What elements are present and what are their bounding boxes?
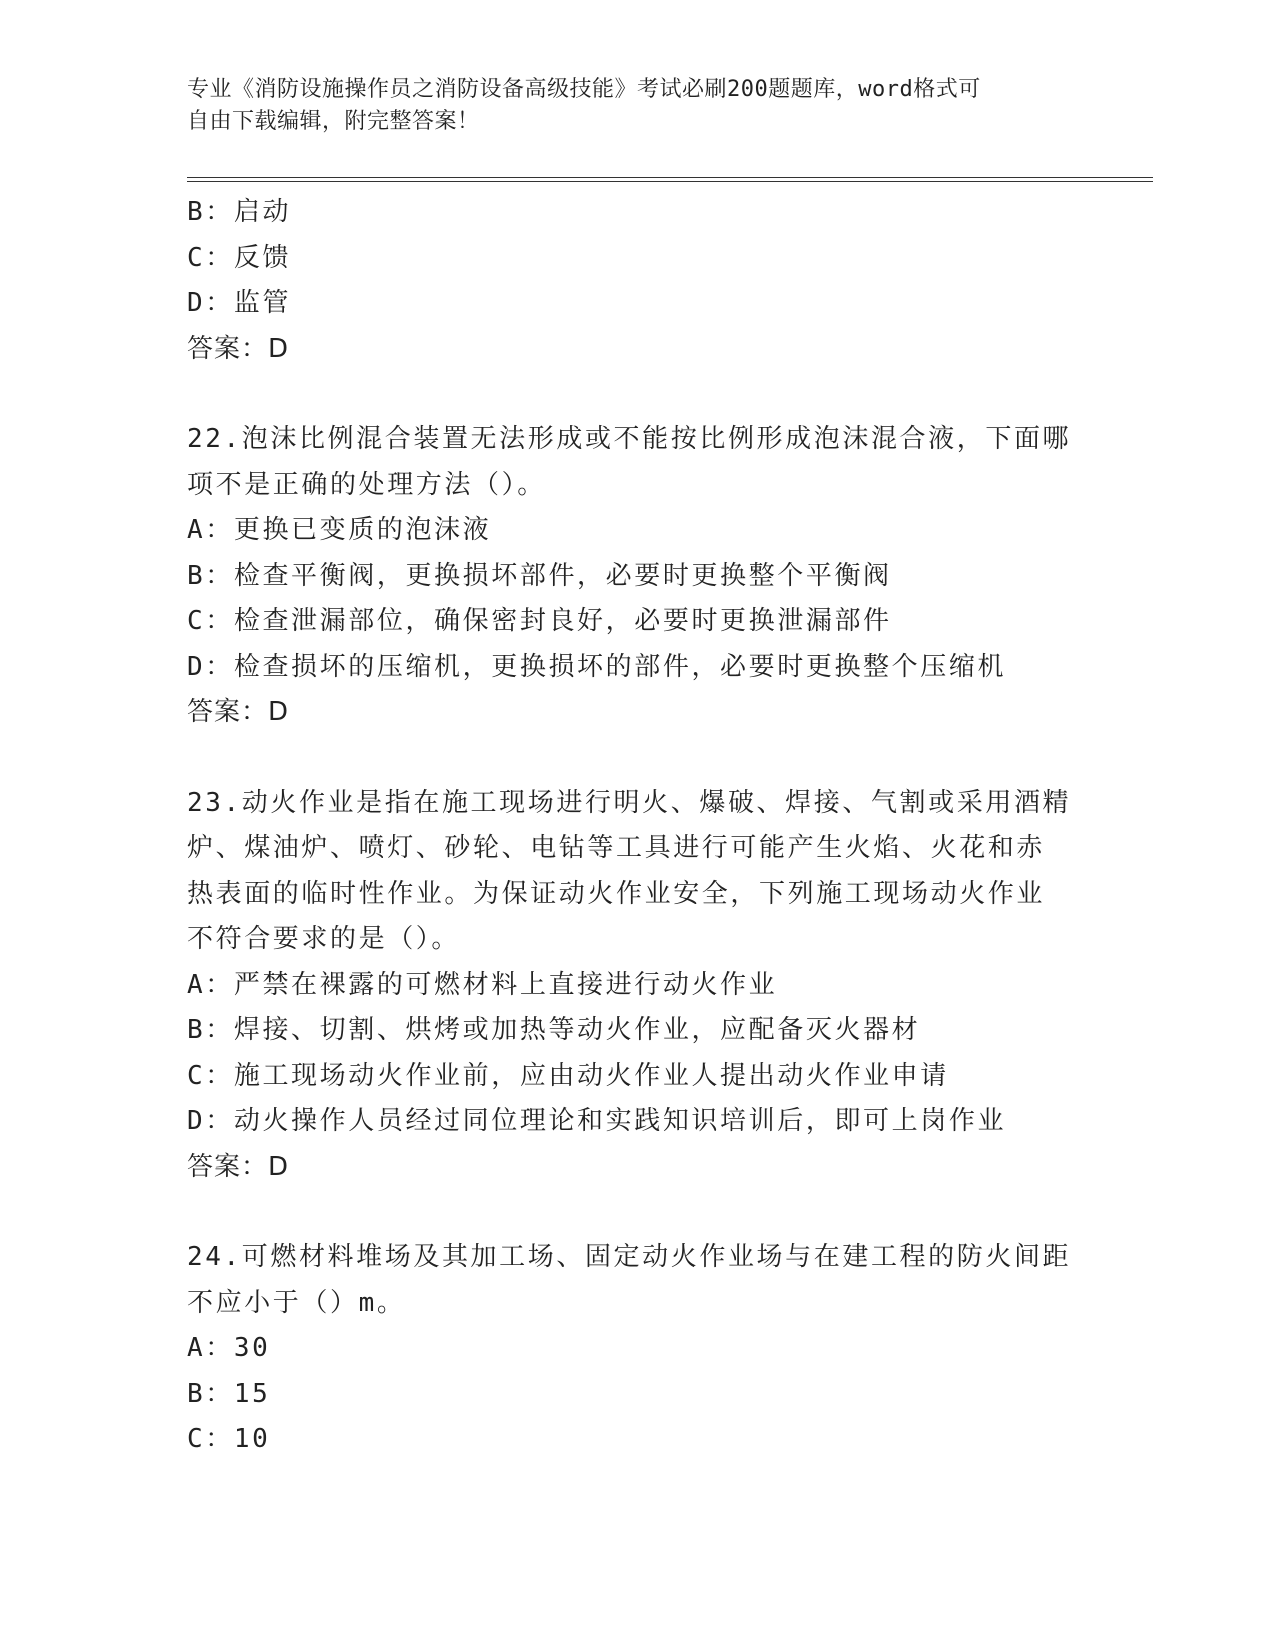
question-stem-line: 项不是正确的处理方法（）。 [187, 469, 546, 500]
spacer [187, 372, 1067, 417]
option-b: B：启动 [187, 197, 292, 227]
answer-line: 答案：D [187, 697, 290, 727]
header-divider [187, 177, 1153, 182]
answer-line: 答案：D [187, 333, 290, 364]
question-23 [187, 781, 1072, 1191]
option-b: B：焊接、切割、烘烤或加热等动火作业，应配备灭火器材 [187, 1015, 921, 1045]
question-stem-line: 不应小于（）m。 [187, 1287, 406, 1318]
question-22 [187, 417, 1072, 736]
option-b: B：检查平衡阀，更换损坏部件，必要时更换整个平衡阀 [187, 560, 892, 591]
option-a: A：30 [187, 1333, 271, 1363]
option-d: D：检查损坏的压缩机，更换损坏的部件，必要时更换整个压缩机 [187, 651, 1007, 682]
spacer [187, 1190, 1067, 1235]
header-title-line-1: 专业《消防设施操作员之消防设备高级技能》考试必刷200题题库，word格式可 [187, 77, 981, 102]
option-c: C：施工现场动火作业前，应由动火作业人提出动火作业申请 [187, 1060, 949, 1091]
question-21-tail [187, 190, 1067, 372]
option-c: C：反馈 [187, 242, 292, 273]
question-stem-line: 24.可燃材料堆场及其加工场、固定动火作业场与在建工程的防火间距 [187, 1242, 1072, 1272]
header-title-line-2: 自由下载编辑，附完整答案！ [187, 109, 480, 134]
question-stem-line: 炉、煤油炉、喷灯、砂轮、电钻等工具进行可能产生火焰、火花和赤 [187, 833, 1046, 863]
option-c: C：10 [187, 1424, 271, 1454]
document-header [187, 74, 1067, 138]
question-content [187, 190, 1072, 1463]
question-stem-line: 不符合要求的是（）。 [187, 924, 461, 954]
option-d: D：动火操作人员经过同位理论和实践知识培训后，即可上岗作业 [187, 1106, 1007, 1136]
answer-line: 答案：D [187, 1151, 290, 1182]
question-stem-line: 热表面的临时性作业。为保证动火作业安全，下列施工现场动火作业 [187, 878, 1046, 909]
question-stem-line: 23.动火作业是指在施工现场进行明火、爆破、焊接、气割或采用酒精 [187, 787, 1072, 818]
option-b: B：15 [187, 1378, 271, 1409]
question-stem-line: 22.泡沫比例混合装置无法形成或不能按比例形成泡沫混合液，下面哪 [187, 424, 1072, 454]
option-a: A：严禁在裸露的可燃材料上直接进行动火作业 [187, 969, 778, 1000]
spacer [187, 736, 1067, 781]
option-a: A：更换已变质的泡沫液 [187, 515, 492, 545]
option-d: D：监管 [187, 288, 292, 318]
option-c: C：检查泄漏部位，确保密封良好，必要时更换泄漏部件 [187, 606, 892, 636]
question-24 [187, 1235, 1072, 1463]
